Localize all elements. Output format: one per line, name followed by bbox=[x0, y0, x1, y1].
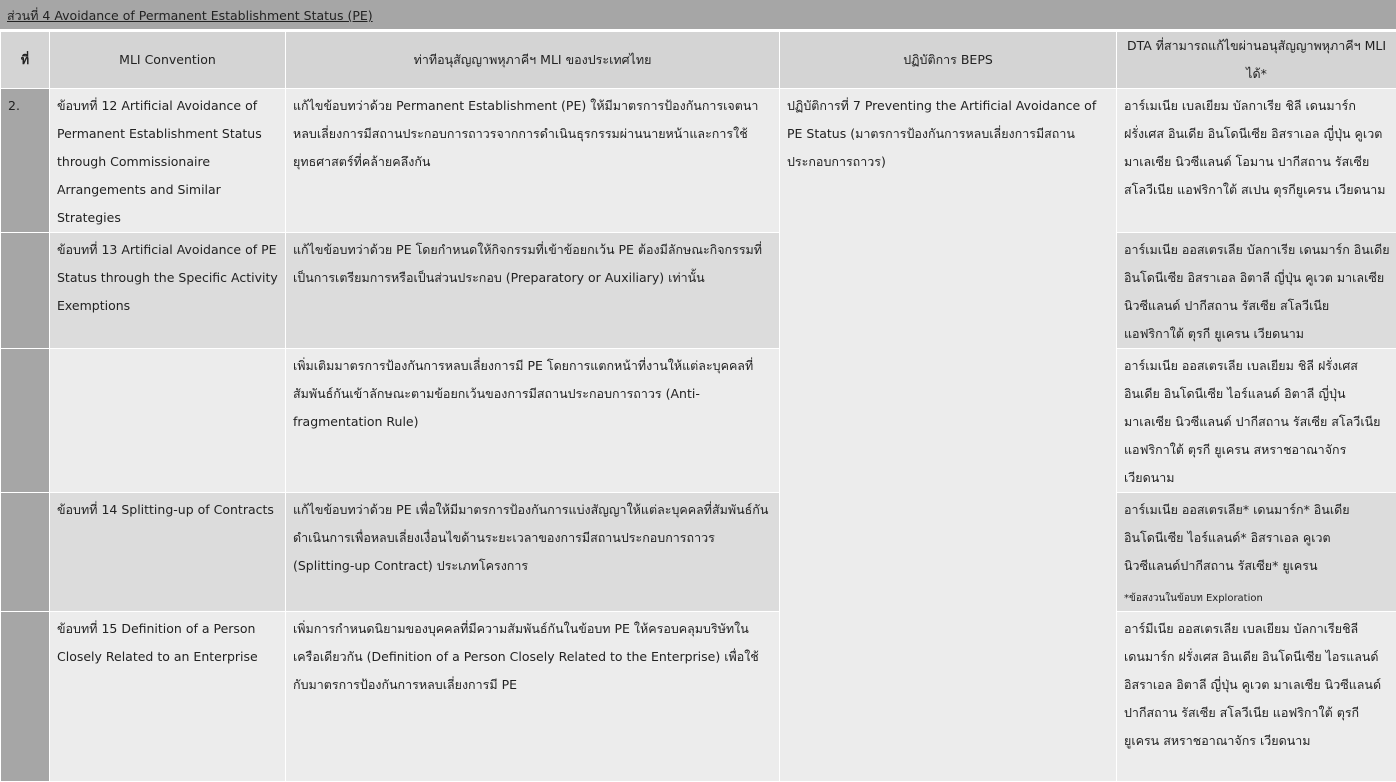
thai-position-cell: แก้ไขข้อบทว่าด้วย Permanent Establishment (PE) ให้มีมาตรการป้องกันการเจตนาหลบเลี่ยงการมีสถานประกอบการถาวรจากการดำเนินธุรกรรมผ่านนายหน้าและการใช้ยุทธศาสตร์ที่คล้ายคลึงกัน bbox=[286, 89, 780, 233]
thai-position-cell: แก้ไขข้อบทว่าด้วย PE โดยกำหนดให้กิจกรรมที่เข้าข้อยกเว้น PE ต้องมีลักษณะกิจกรรมที่เป็นการเตรียมการหรือเป็นส่วนประกอบ (Preparatory or Auxiliary) เท่านั้น bbox=[286, 233, 780, 349]
dta-countries: อาร์เมเนีย เบลเยียม บัลกาเรีย ชิลี เดนมาร์ก ฝรั่งเศส อินเดีย อินโดนีเซีย อิสราเอล ญี่ปุ่น คูเวต มาเลเซีย นิวซีแลนด์ โอมาน ปากีสถาน รัสเซีย สโลวีเนีย แอฟริกาใต้ สเปน ตุรกียูเครน เวียดนาม bbox=[1124, 92, 1390, 204]
row-number bbox=[1, 349, 50, 493]
row-number bbox=[1, 612, 50, 782]
dta-cell bbox=[1117, 233, 1396, 349]
dta-countries: อาร์มีเนีย ออสเตรเลีย เบลเยียม บัลกาเรียชิลี เดนมาร์ก ฝรั่งเศส อินเดีย อินโดนีเซีย ไอรแลนด์ อิสราเอล อิตาลี ญี่ปุ่น คูเวต มาเลเซีย นิวซีแลนด์ ปากีสถาน รัสเซีย สโลวีเนีย แอฟริกาใต้ ตุรกี ยูเครน สหราชอาณาจักร เวียดนาม bbox=[1124, 615, 1390, 755]
section-title: ส่วนที่ 4 Avoidance of Permanent Establishment Status (PE) bbox=[0, 0, 1396, 30]
thai-position-cell: เพิ่มการกำหนดนิยามของบุคคลที่มีความสัมพันธ์กันในข้อบท PE ให้ครอบคลุมบริษัทในเครือเดียวกัน (Definition of a Person Closely Related to the Enterprise) เพื่อใช้กับมาตรการป้องกันการหลบเลี่ยงการมี PE bbox=[286, 612, 780, 782]
mli-article-cell: ข้อบทที่ 12 Artificial Avoidance of Permanent Establishment Status through Commissionaire Arrangements and Similar Strategies bbox=[50, 89, 286, 233]
mli-pe-table bbox=[0, 31, 1396, 782]
dta-cell bbox=[1117, 349, 1396, 493]
header-thai-position: ท่าทีอนุสัญญาพหุภาคีฯ MLI ของประเทศไทย bbox=[286, 32, 780, 89]
mli-article-cell: ข้อบทที่ 13 Artificial Avoidance of PE Status through the Specific Activity Exemptions bbox=[50, 233, 286, 349]
mli-article-cell: ข้อบทที่ 15 Definition of a Person Closely Related to an Enterprise bbox=[50, 612, 286, 782]
table-row bbox=[1, 89, 1396, 233]
mli-article-cell bbox=[50, 349, 286, 493]
table-header-row bbox=[1, 32, 1396, 89]
row-number bbox=[1, 493, 50, 612]
thai-position-cell: เพิ่มเติมมาตรการป้องกันการหลบเลี่ยงการมี PE โดยการแตกหน้าที่งานให้แต่ละบุคคลที่สัมพันธ์กันเข้าลักษณะตามข้อยกเว้นของการมีสถานประกอบการถาวร (Anti-fragmentation Rule) bbox=[286, 349, 780, 493]
mli-article-cell: ข้อบทที่ 14 Splitting-up of Contracts bbox=[50, 493, 286, 612]
header-beps-action: ปฏิบัติการ BEPS bbox=[780, 32, 1117, 89]
table-row bbox=[1, 233, 1396, 349]
dta-countries: อาร์เมเนีย ออสเตรเลีย* เดนมาร์ก* อินเดีย อินโดนีเซีย ไอร์แลนด์* อิสราเอล คูเวต นิวซีแลนด์ปากีสถาน รัสเซีย* ยูเครน bbox=[1124, 496, 1390, 580]
thai-position-cell: แก้ไขข้อบทว่าด้วย PE เพื่อให้มีมาตรการป้องกันการแบ่งสัญญาให้แต่ละบุคคลที่สัมพันธ์กันดำเนินการเพื่อหลบเลี่ยงเงื่อนไขด้านระยะเวลาของการมีสถานประกอบการถาวร (Splitting-up Contract) ประเภทโครงการ bbox=[286, 493, 780, 612]
table-row bbox=[1, 349, 1396, 493]
dta-cell bbox=[1117, 493, 1396, 612]
dta-cell bbox=[1117, 612, 1396, 782]
row-number: 2. bbox=[1, 89, 50, 233]
dta-footnote: *ข้อสงวนในข้อบท Exploration bbox=[1124, 592, 1390, 606]
row-number bbox=[1, 233, 50, 349]
header-dta: DTA ที่สามารถแก้ไขผ่านอนุสัญญาพหุภาคีฯ MLI ได้* bbox=[1117, 32, 1396, 89]
dta-countries: อาร์เมเนีย ออสเตรเลีย เบลเยียม ชิลี ฝรั่งเศส อินเดีย อินโดนีเซีย ไอร์แลนด์ อิตาลี ญี่ปุ่น มาเลเซีย นิวซีแลนด์ ปากีสถาน รัสเซีย สโลวีเนีย แอฟริกาใต้ ตุรกี ยูเครน สหราชอาณาจักร เวียดนาม bbox=[1124, 352, 1390, 492]
header-no: ที่ bbox=[1, 32, 50, 89]
header-mli-convention: MLI Convention bbox=[50, 32, 286, 89]
table-row bbox=[1, 612, 1396, 782]
table-row bbox=[1, 493, 1396, 612]
beps-action-cell: ปฏิบัติการที่ 7 Preventing the Artificial Avoidance of PE Status (มาตรการป้องกันการหลบเลี่ยงการมีสถานประกอบการถาวร) bbox=[780, 89, 1117, 782]
dta-cell bbox=[1117, 89, 1396, 233]
dta-countries: อาร์เมเนีย ออสเตรเลีย บัลกาเรีย เดนมาร์ก อินเดีย อินโดนีเซีย อิสราเอล อิตาลี ญี่ปุ่น คูเวต มาเลเซีย นิวซีแลนด์ ปากีสถาน รัสเซีย สโลวีเนีย แอฟริกาใต้ ตุรกี ยูเครน เวียดนาม bbox=[1124, 236, 1390, 348]
